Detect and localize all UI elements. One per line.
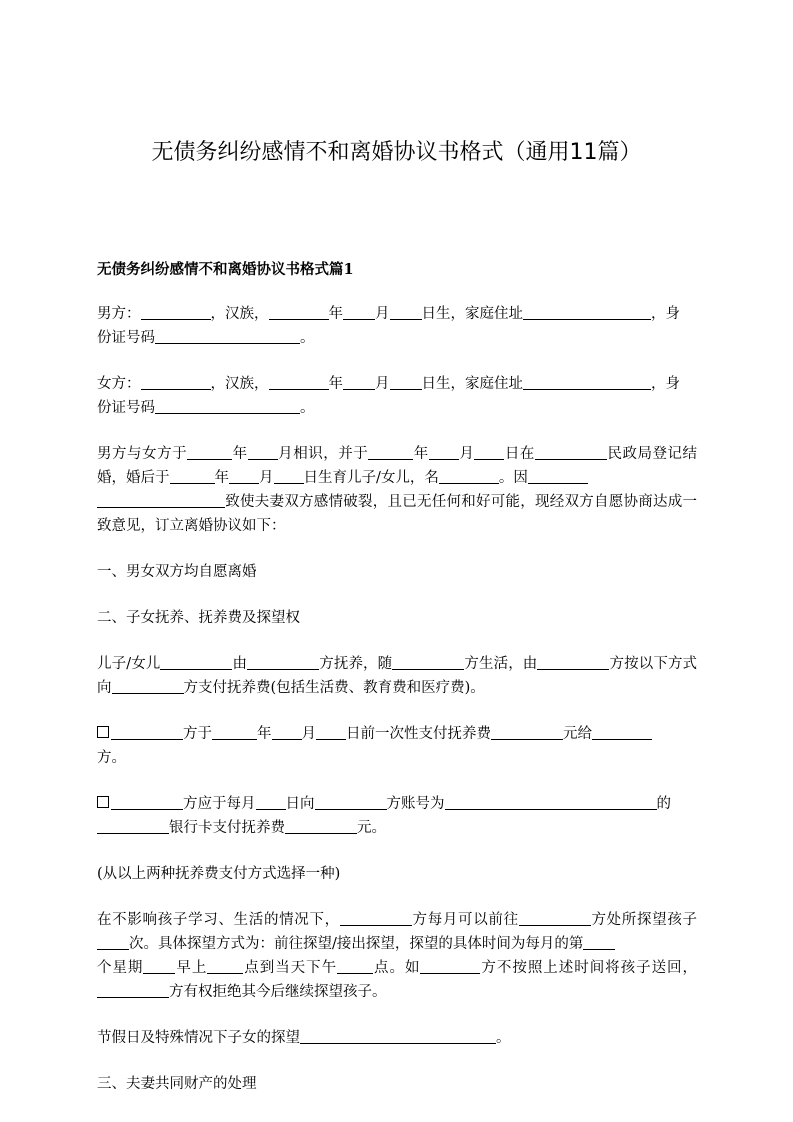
child-birth-year-blank xyxy=(170,469,215,484)
woman-birth-month-blank xyxy=(343,375,375,390)
checkbox-icon[interactable] xyxy=(97,796,109,808)
option2-amount-blank xyxy=(285,819,357,834)
section-heading: 无债务纠纷感情不和离婚协议书格式篇1 xyxy=(97,261,354,278)
option2-recipient-blank xyxy=(315,795,387,810)
payment-option-1: 方于 年 月 日前一次性支付抚养费 元给 方。 xyxy=(97,722,697,770)
payer-blank xyxy=(537,655,609,670)
child-name-blank xyxy=(439,469,499,484)
man-birth-year-blank xyxy=(269,305,329,320)
refuse-party-blank xyxy=(97,983,169,998)
woman-id-blank xyxy=(155,399,300,414)
visitor-blank xyxy=(340,911,412,926)
checkbox-icon[interactable] xyxy=(97,726,109,738)
payee-blank xyxy=(112,679,184,694)
document-title: 无债务纠纷感情不和离婚协议书格式（通用11篇） xyxy=(151,140,642,165)
start-hour-blank xyxy=(207,959,243,974)
marry-month-blank xyxy=(429,445,459,460)
clause-1: 一、男女双方均自愿离婚 xyxy=(97,564,257,580)
woman-address-blank xyxy=(523,375,651,390)
custodian-blank xyxy=(247,655,319,670)
clause-2: 二、子女抚养、抚养费及探望权 xyxy=(97,610,300,626)
week-number-blank xyxy=(583,935,615,950)
option1-month-blank xyxy=(272,725,302,740)
end-hour-blank xyxy=(337,959,373,974)
woman-info-paragraph: 女方： ，汉族， 年 月 日生，家庭住址 ，身 份证号码 。 xyxy=(97,376,680,416)
marry-day-blank xyxy=(474,445,504,460)
registry-office-blank xyxy=(535,445,607,460)
woman-birth-day-blank xyxy=(390,375,422,390)
option1-amount-blank xyxy=(491,725,563,740)
document-body xyxy=(97,258,697,1118)
choose-note: (从以上两种抚养费支付方式选择一种) xyxy=(97,866,341,882)
visit-count-blank xyxy=(97,935,129,950)
man-address-blank xyxy=(523,305,651,320)
meet-month-blank xyxy=(248,445,278,460)
man-birth-day-blank xyxy=(390,305,422,320)
option2-day-blank xyxy=(256,795,286,810)
visitation-paragraph: 在不影响孩子学习、生活的情况下， 方每月可以前往 方处所探望孩子次。具体探望方式为：前往探望/接出探望，探望的具体时间为每月的第 个星期 早上 点到当天下午 点。如 方不按照上述时间将孩子送回，方有权拒绝其今后继续探望孩子。 xyxy=(97,912,698,1000)
woman-name-blank xyxy=(141,375,211,390)
live-with-blank xyxy=(392,655,464,670)
reason-blank-2 xyxy=(97,493,225,508)
host-blank xyxy=(519,911,591,926)
option1-party-blank xyxy=(111,725,183,740)
option2-party-blank xyxy=(111,795,183,810)
intro-paragraph: 男方与女方于 年 月相识，并于 年 月 日在 民政局登记结婚，婚后于 年 月 日生育儿子/女儿，名 。因 致使夫妻双方感情破裂，且已无任何和好可能，现经双方自愿协商达成一致意见，订立离婚协议如下： xyxy=(97,446,698,534)
return-party-blank xyxy=(420,959,480,974)
child-blank xyxy=(160,655,232,670)
man-id-blank xyxy=(155,329,300,344)
option1-day-blank xyxy=(316,725,346,740)
child-birth-month-blank xyxy=(229,469,259,484)
marry-year-blank xyxy=(368,445,413,460)
man-info-paragraph: 男方： ，汉族， 年 月 日生，家庭住址 ，身 份证号码 。 xyxy=(97,306,680,346)
payment-option-2: 方应于每月 日向 方账号为 的 银行卡支付抚养费 元。 xyxy=(97,792,697,840)
reason-blank-1 xyxy=(528,469,588,484)
meet-year-blank xyxy=(187,445,232,460)
clause-3: 三、夫妻共同财产的处理 xyxy=(97,1076,257,1092)
man-name-blank xyxy=(141,305,211,320)
woman-birth-year-blank xyxy=(269,375,329,390)
man-birth-month-blank xyxy=(343,305,375,320)
option2-account-blank xyxy=(445,795,657,810)
child-birth-day-blank xyxy=(274,469,304,484)
option1-year-blank xyxy=(212,725,257,740)
option1-recipient-blank xyxy=(592,725,652,740)
weekday-blank xyxy=(143,959,175,974)
custody-paragraph: 儿子/女儿 由 方抚养，随 方生活，由 方按以下方式向 方支付抚养费(包括生活费、教育费和医疗费)。 xyxy=(97,656,698,696)
holiday-paragraph: 节假日及特殊情况下子女的探望 。 xyxy=(97,1030,511,1046)
holiday-blank xyxy=(300,1029,496,1044)
option2-bank-blank xyxy=(97,819,169,834)
